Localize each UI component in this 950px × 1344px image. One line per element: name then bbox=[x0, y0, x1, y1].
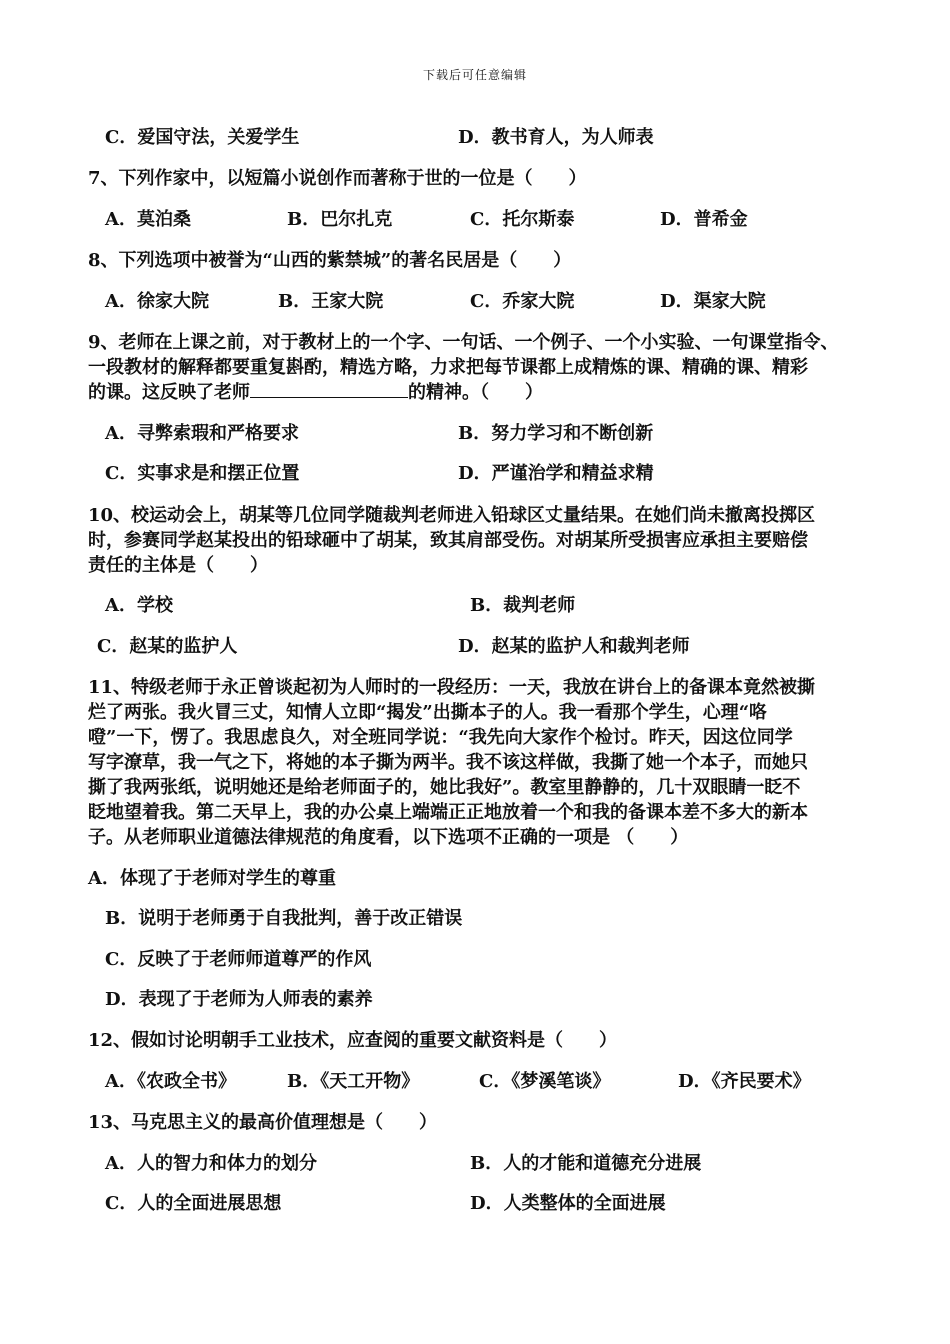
q10-option-a: A．学校 bbox=[105, 595, 173, 616]
q10-stem-line-3: 责任的主体是（ ） bbox=[88, 555, 268, 576]
q11-option-a: A．体现了于老师对学生的尊重 bbox=[88, 868, 336, 889]
q9-stem-line-3-start: 的课。这反映了老师 bbox=[88, 382, 250, 403]
q11-stem-line-7: 子。从老师职业道德法律规范的角度看，以下选项不正确的一项是 （ ） bbox=[88, 827, 689, 848]
q6-option-c: C．爱国守法，关爱学生 bbox=[105, 127, 300, 148]
q11-stem-line-1: 11、特级老师于永正曾谈起初为人师时的一段经历：一天，我放在讲台上的备课本竟然被撕 bbox=[88, 677, 816, 698]
q7-option-d: D．普希金 bbox=[660, 209, 748, 230]
q10-option-d: D．赵某的监护人和裁判老师 bbox=[458, 636, 690, 657]
q12-option-d: D．《齐民要术》 bbox=[678, 1071, 811, 1092]
q13-option-c: C．人的全面进展思想 bbox=[105, 1193, 282, 1214]
q11-option-c: C．反映了于老师师道尊严的作风 bbox=[105, 949, 372, 970]
q11-stem-line-3: 噔”一下，愣了。我思虑良久，对全班同学说：“我先向大家作个检讨。昨天，因这位同学 bbox=[88, 727, 793, 748]
q7-option-c: C．托尔斯泰 bbox=[470, 209, 575, 230]
q13-option-a: A．人的智力和体力的划分 bbox=[105, 1153, 317, 1174]
q8-option-c: C．乔家大院 bbox=[470, 291, 575, 312]
q11-stem-line-5: 撕了我两张纸，说明她还是给老师面子的，她比我好”。教室里静静的，几十双眼睛一眨不 bbox=[88, 777, 801, 798]
q10-stem-line-1: 10、校运动会上，胡某等几位同学随裁判老师进入铅球区丈量结果。在她们尚未撤离投掷区 bbox=[88, 505, 816, 526]
q10-stem-line-2: 时，参赛同学赵某投出的铅球砸中了胡某，致其肩部受伤。对胡某所受损害应承担主要赔偿 bbox=[88, 530, 808, 551]
q9-stem-line-2: 一段教材的解释都要重复斟酌，精选方略，力求把每节课都上成精炼的课、精确的课、精彩 bbox=[88, 357, 808, 378]
q12-option-c: C．《梦溪笔谈》 bbox=[479, 1071, 611, 1092]
q11-stem-line-4: 写字潦草，我一气之下，将她的本子撕为两半。我不该这样做，我撕了她一个本子，而她只 bbox=[88, 752, 808, 773]
q9-stem-line-3 bbox=[88, 379, 543, 406]
q8-stem: 8、下列选项中被誉为“山西的紫禁城”的著名民居是（ ） bbox=[88, 250, 572, 271]
q11-stem-line-2: 烂了两张。我火冒三丈，知情人立即“揭发”出撕本子的人。我一看那个学生，心理“咯 bbox=[88, 702, 768, 723]
q11-option-d: D．表现了于老师为人师表的素养 bbox=[105, 989, 373, 1010]
q8-option-a: A．徐家大院 bbox=[105, 291, 209, 312]
q9-option-a: A．寻弊索瑕和严格要求 bbox=[105, 423, 299, 444]
q10-option-c: C．赵某的监护人 bbox=[97, 636, 238, 657]
q13-option-b: B．人的才能和道德充分进展 bbox=[470, 1153, 702, 1174]
q8-option-b: B．王家大院 bbox=[278, 291, 384, 312]
q6-option-d: D．教书育人，为人师表 bbox=[458, 127, 654, 148]
q7-stem: 7、下列作家中，以短篇小说创作而著称于世的一位是（ ） bbox=[88, 168, 587, 189]
q9-option-c: C．实事求是和摆正位置 bbox=[105, 463, 300, 484]
q9-stem-line-3-end: 的精神。（ ） bbox=[408, 382, 543, 403]
q11-stem-line-6: 眨地望着我。第二天早上，我的办公桌上端端正正地放着一个和我的备课本差不多大的新本 bbox=[88, 802, 808, 823]
page-header: 下载后可任意编辑 bbox=[422, 68, 527, 82]
q7-option-b: B．巴尔扎克 bbox=[287, 209, 393, 230]
q7-option-a: A．莫泊桑 bbox=[105, 209, 191, 230]
q12-stem: 12、假如讨论明朝手工业技术，应查阅的重要文献资料是（ ） bbox=[88, 1030, 618, 1051]
q13-option-d: D．人类整体的全面进展 bbox=[470, 1193, 666, 1214]
q9-stem-line-1: 9、老师在上课之前，对于教材上的一个字、一句话、一个例子、一个小实验、一句课堂指令、 bbox=[88, 332, 839, 353]
q9-option-d: D．严谨治学和精益求精 bbox=[458, 463, 654, 484]
q9-answer-blank bbox=[250, 379, 408, 398]
q10-option-b: B．裁判老师 bbox=[470, 595, 576, 616]
q9-option-b: B．努力学习和不断创新 bbox=[458, 423, 654, 444]
q13-stem: 13、马克思主义的最高价值理想是（ ） bbox=[88, 1112, 438, 1133]
q11-option-b: B．说明于老师勇于自我批判，善于改正错误 bbox=[105, 908, 463, 929]
q12-option-a: A．《农政全书》 bbox=[105, 1071, 236, 1092]
q12-option-b: B．《天工开物》 bbox=[287, 1071, 420, 1092]
q8-option-d: D．渠家大院 bbox=[660, 291, 766, 312]
